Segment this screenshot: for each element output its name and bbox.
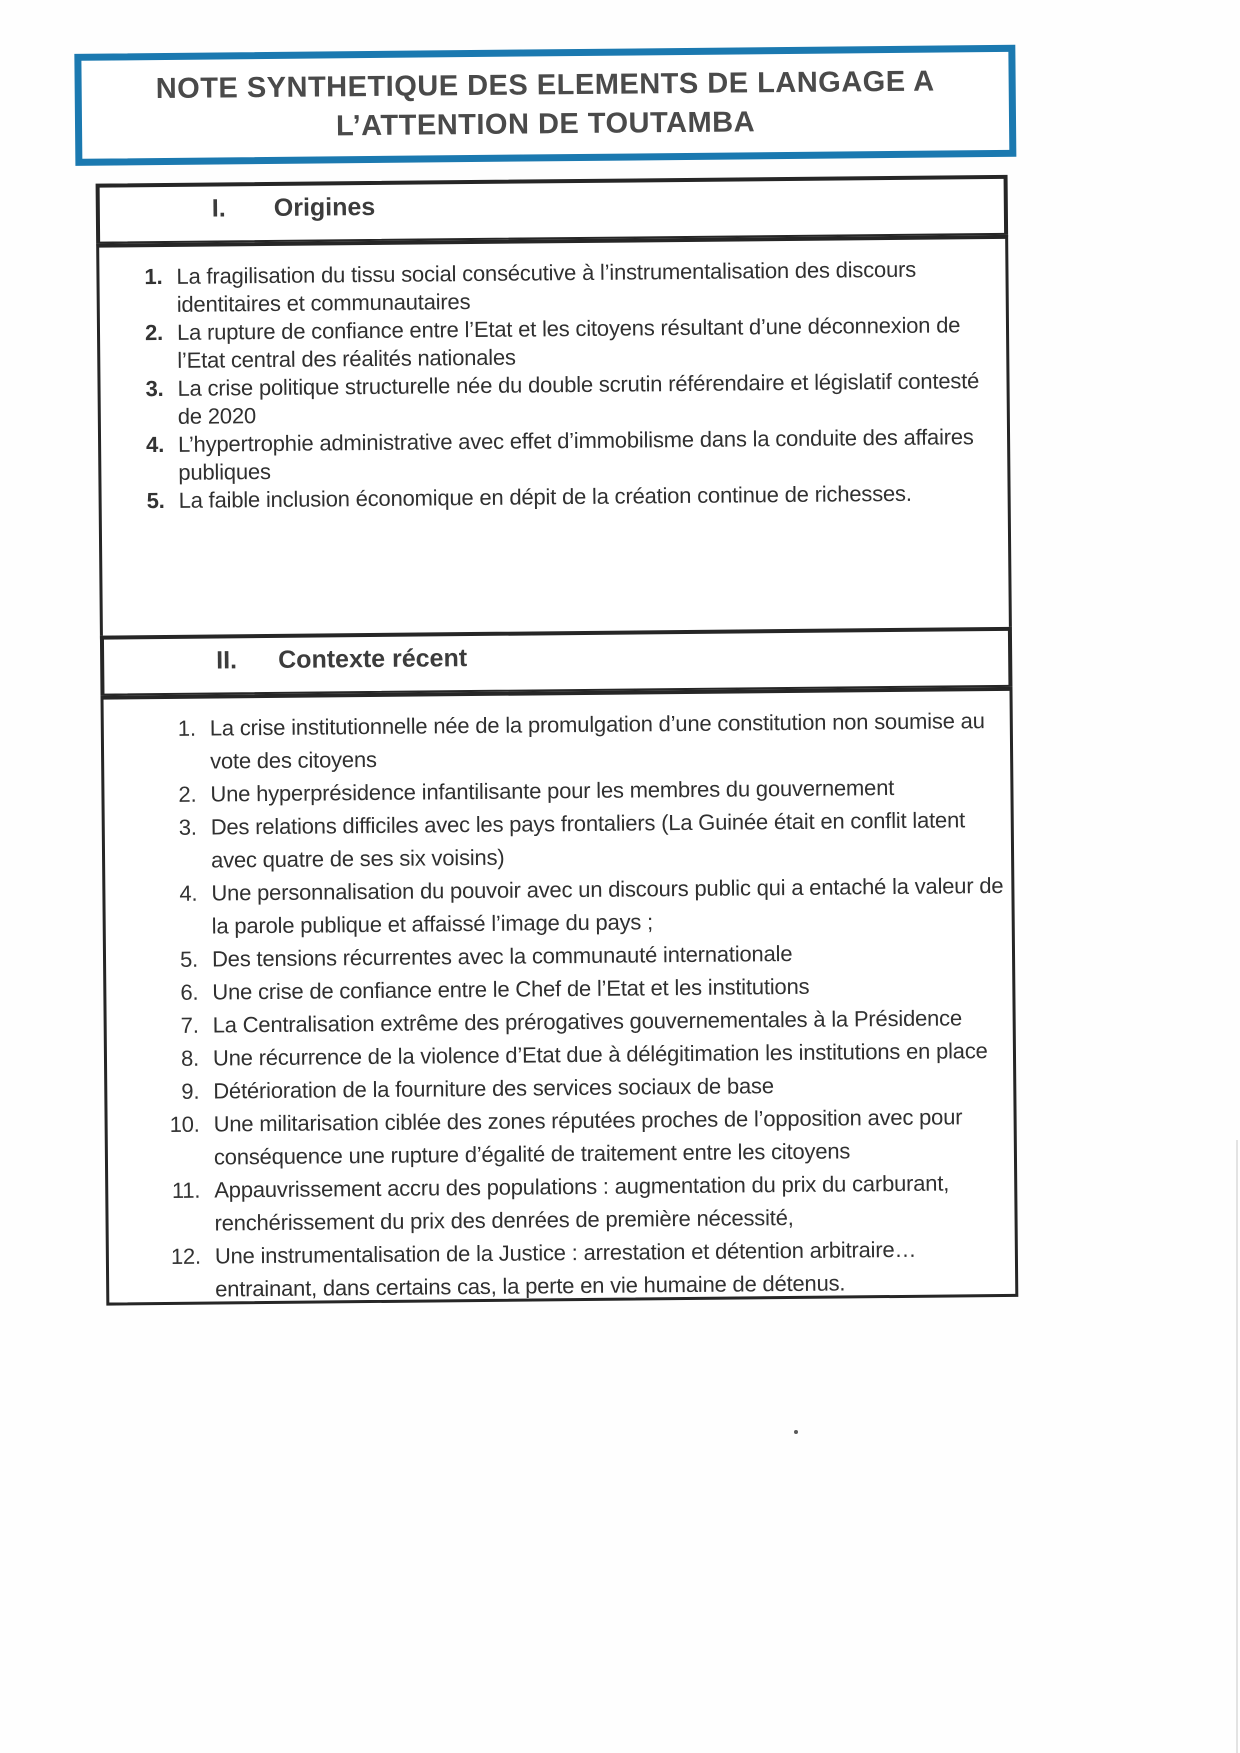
list-item: Une récurrence de la violence d’Etat due à délégitimation les institutions en place [212, 1038, 988, 1071]
list-item: La crise institutionnelle née de la promulgation d’une constitution non soumise au vote des citoyens [209, 708, 985, 774]
contexte-list [104, 704, 1008, 1307]
list-item: La fragilisation du tissu social consécutive à l’instrumentalisation des discours identitaires et communautaires [176, 256, 917, 317]
list-item: Des tensions récurrentes avec la communauté internationale [211, 940, 793, 972]
list-item: Une instrumentalisation de la Justice : arrestation et détention arbitraire…entrainant, dans certains cas, la perte en vie humaine de détenus. [214, 1236, 917, 1302]
list-item: La rupture de confiance entre l’Etat et les citoyens résultant d’une déconnexion de l’Etat central des réalités nationales [176, 312, 961, 373]
scan-speck [794, 1430, 798, 1434]
list-item: Une hyperprésidence infantilisante pour les membres du gouvernement [210, 774, 895, 807]
section-numeral: I. [211, 194, 226, 223]
section-origines-header [96, 175, 1009, 246]
list-item: Une personnalisation du pouvoir avec un discours public qui a entaché la valeur de la parole publique et affaissé l’image du pays ; [211, 872, 1004, 939]
list-item: Une militarisation ciblée des zones réputées proches de l’opposition avec pour conséquence une rupture d’égalité de traitement entre les citoyens [213, 1104, 963, 1170]
section-contexte-recent [100, 627, 1018, 1306]
list-item: La crise politique structurelle née du double scrutin référendaire et législatif contesté de 2020 [177, 368, 980, 429]
scan-edge-shadow [1236, 1140, 1238, 1753]
section-title: Contexte récent [278, 644, 468, 674]
title-box [74, 45, 1016, 166]
list-item: Des relations difficiles avec les pays frontaliers (La Guinée était en conflit latent avec quatre de ses six voisins) [210, 807, 966, 873]
document-title-line-1: NOTE SYNTHETIQUE DES ELEMENTS DE LANGAGE A [155, 65, 935, 106]
section-origines-body [96, 235, 1012, 640]
section-origines [96, 175, 1012, 640]
origines-list [99, 255, 997, 516]
section-title: Origines [273, 192, 376, 222]
list-item: Une crise de confiance entre le Chef de l’Etat et les institutions [212, 973, 810, 1005]
section-contexte-body [100, 687, 1018, 1306]
list-item: Détérioration de la fourniture des services sociaux de base [213, 1073, 774, 1104]
section-contexte-header [100, 627, 1013, 698]
section-numeral: II. [216, 646, 238, 675]
document-title-line-2: L’ATTENTION DE TOUTAMBA [335, 106, 756, 143]
list-item: La Centralisation extrême des prérogatives gouvernementales à la Présidence [212, 1005, 963, 1038]
list-item: Appauvrissement accru des populations : augmentation du prix du carburant, renchérissement du prix des denrées de première nécessité, [214, 1170, 950, 1236]
list-item: L’hypertrophie administrative avec effet d’immobilisme dans la conduite des affaires publiques [177, 424, 974, 485]
list-item: La faible inclusion économique en dépit de la création continue de richesses. [178, 480, 912, 513]
